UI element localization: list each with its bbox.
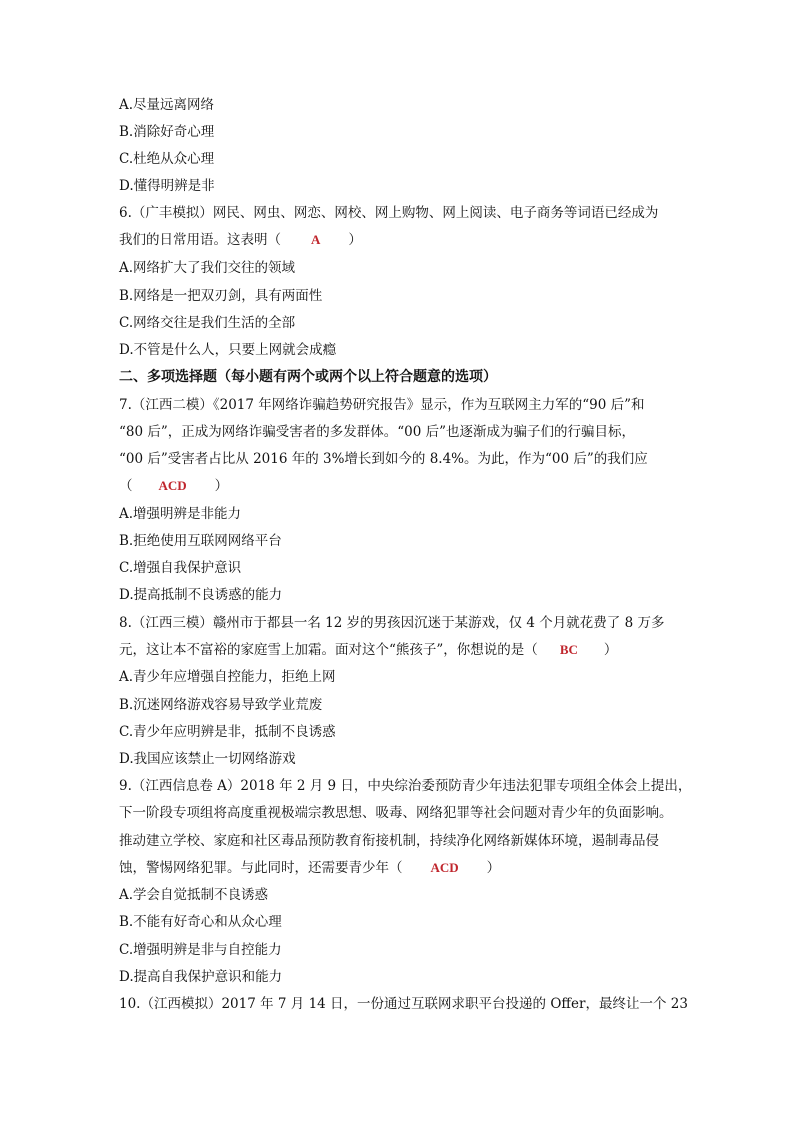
q8-answer: BC bbox=[559, 642, 578, 657]
q9-answer: ACD bbox=[430, 860, 459, 875]
q7-option-b: B.拒绝使用互联网网络平台 bbox=[119, 533, 282, 549]
q8-stem-line2 bbox=[119, 640, 617, 660]
q8-option-a: A.青少年应增强自控能力，拒绝上网 bbox=[119, 669, 336, 685]
q9-stem-line4 bbox=[119, 858, 500, 878]
q7-option-c: C.增强自我保护意识 bbox=[119, 560, 242, 576]
q9-option-a: A.学会自觉抵制不良诱惑 bbox=[119, 887, 269, 903]
q5-option-a: A.尽量远离网络 bbox=[119, 97, 215, 113]
q6-stem-line2 bbox=[119, 230, 362, 250]
q8-option-d: D.我国应该禁止一切网络游戏 bbox=[119, 751, 296, 767]
q9-stem-line1: 9.（江西信息卷 A）2018 年 2 月 9 日，中央综治委预防青少年违法犯罪专项组全体会上提出， bbox=[119, 778, 692, 794]
q8-option-b: B.沉迷网络游戏容易导致学业荒废 bbox=[119, 697, 323, 713]
q5-option-d: D.懂得明辨是非 bbox=[119, 178, 215, 194]
q7-stem-line3: “00 后”受害者占比从 2016 年的 3%增长到如今的 8.4%。为此，作为“00 后”的我们应 bbox=[119, 451, 648, 467]
q9-option-c: C.增强明辨是非与自控能力 bbox=[119, 942, 282, 958]
q7-answer: ACD bbox=[158, 478, 187, 493]
q8-option-c: C.青少年应明辨是非，抵制不良诱惑 bbox=[119, 724, 336, 740]
q7-paren-open: （ bbox=[119, 478, 133, 494]
q6-stem-text: 我们的日常用语。这表明（ bbox=[119, 232, 281, 248]
q5-option-b: B.消除好奇心理 bbox=[119, 124, 215, 140]
q7-stem-line1: 7.（江西二模）《2017 年网络诈骗趋势研究报告》显示，作为互联网主力军的“90 后”和 bbox=[119, 397, 645, 413]
q6-stem-line1: 6.（广丰模拟）网民、网虫、网恋、网校、网上购物、网上阅读、电子商务等词语已经成为 bbox=[119, 205, 659, 221]
q8-stem-line1: 8.（江西三模）赣州市于都县一名 12 岁的男孩因沉迷于某游戏，仅 4 个月就花费了 8 万多 bbox=[119, 615, 665, 631]
q9-stem-text: 蚀，警惕网络犯罪。与此同时，还需要青少年（ bbox=[119, 860, 403, 876]
section-heading: 二、多项选择题（每小题有两个或两个以上符合题意的选项） bbox=[119, 369, 497, 385]
q10-stem-line1: 10.（江西模拟）2017 年 7 月 14 日，一份通过互联网求职平台投递的 Offer，最终让一个 23 bbox=[119, 996, 688, 1012]
q9-stem-line2: 下一阶段专项组将高度重视极端宗教思想、吸毒、网络犯罪等社会问题对青少年的负面影响。 bbox=[119, 805, 673, 821]
q9-stem-line3: 推动建立学校、家庭和社区毒品预防教育衔接机制，持续净化网络新媒体环境，遏制毒品侵 bbox=[119, 833, 659, 849]
q6-paren-close: ） bbox=[348, 232, 362, 248]
q8-paren-close: ） bbox=[603, 642, 618, 658]
q6-answer: A bbox=[311, 232, 321, 247]
q6-option-a: A.网络扩大了我们交往的领域 bbox=[119, 260, 296, 276]
q7-option-a: A.增强明辨是非能力 bbox=[119, 506, 242, 522]
q9-option-b: B.不能有好奇心和从众心理 bbox=[119, 914, 282, 930]
q7-option-d: D.提高抵制不良诱惑的能力 bbox=[119, 587, 283, 603]
q7-stem-line4 bbox=[119, 476, 228, 496]
q6-option-b: B.网络是一把双刃剑，具有两面性 bbox=[119, 288, 323, 304]
q6-option-d: D.不管是什么人，只要上网就会成瘾 bbox=[119, 342, 337, 358]
q7-stem-line2: “80 后”，正成为网络诈骗受害者的多发群体。“00 后”也逐渐成为骗子们的行骗目标， bbox=[119, 424, 636, 440]
q9-option-d: D.提高自我保护意识和能力 bbox=[119, 969, 283, 985]
q8-stem-text: 元，这让本不富裕的家庭雪上加霜。面对这个“熊孩子”，你想说的是（ bbox=[119, 642, 538, 658]
q7-paren-close: ） bbox=[214, 478, 229, 494]
q9-paren-close: ） bbox=[486, 860, 501, 876]
q5-option-c: C.杜绝从众心理 bbox=[119, 151, 215, 167]
q6-option-c: C.网络交往是我们生活的全部 bbox=[119, 315, 296, 331]
